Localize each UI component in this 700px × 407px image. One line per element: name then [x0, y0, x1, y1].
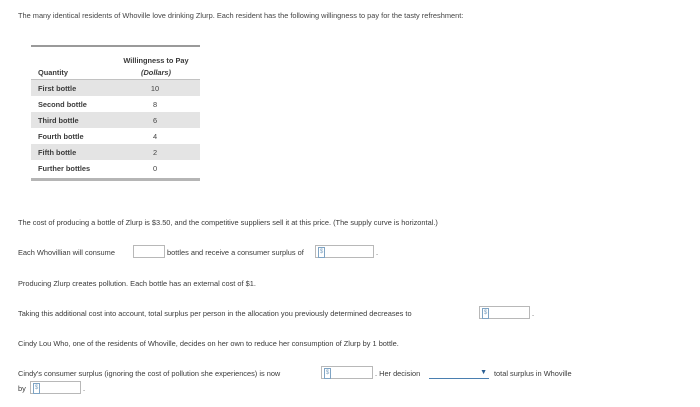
table-top-rule — [31, 45, 200, 47]
q2-suffix: . — [532, 309, 535, 318]
row-label: Further bottles — [38, 164, 91, 173]
row-value: 10 — [150, 84, 160, 93]
pollution-text: Producing Zlurp creates pollution. Each bottle has an external cost of $1. — [18, 279, 256, 288]
q2-prefix: Taking this additional cost into account, total surplus per person in the allocation you previously determined decreases to — [18, 309, 412, 318]
row-label: First bottle — [38, 84, 77, 93]
table-row — [31, 96, 200, 112]
dollar-sign: $ — [318, 247, 325, 258]
q3-line2-suffix: . — [83, 384, 86, 393]
q3-prefix: Cindy's consumer surplus (ignoring the cost of pollution she experiences) is now — [18, 369, 281, 378]
q3-suffix: total surplus in Whoville — [494, 369, 572, 378]
total-surplus-input[interactable] — [479, 306, 530, 319]
wtp-header-line2: (Dollars) — [141, 68, 171, 77]
cost-text: The cost of producing a bottle of Zlurp is $3.50, and the competitive suppliers sell it at this price. (The supply curve is horizontal.) — [18, 218, 438, 227]
row-value: 0 — [152, 164, 158, 173]
table-row — [31, 160, 200, 176]
cindy-surplus-input[interactable] — [321, 366, 373, 379]
table-bottom-rule — [31, 178, 200, 181]
table-row — [31, 112, 200, 128]
intro-text: The many identical residents of Whoville love drinking Zlurp. Each resident has the following willingness to pay for the tasty refreshment: — [18, 11, 464, 20]
cindy-text: Cindy Lou Who, one of the residents of Whoville, decides on her own to reduce her consumption of Zlurp by 1 bottle. — [18, 339, 399, 348]
table-row — [31, 80, 200, 96]
willingness-table — [31, 45, 200, 182]
row-label: Second bottle — [38, 100, 87, 109]
q3-line2-prefix: by — [18, 384, 26, 393]
dollar-sign: $ — [324, 368, 331, 379]
dollar-sign: $ — [33, 383, 40, 394]
bottles-input[interactable] — [133, 245, 165, 258]
q1-prefix: Each Whovillian will consume — [18, 248, 115, 257]
quantity-header: Quantity — [38, 68, 68, 77]
row-label: Fifth bottle — [38, 148, 77, 157]
decision-dropdown[interactable] — [429, 368, 489, 379]
q3-middle: . Her decision — [375, 369, 421, 378]
q1-middle: bottles and receive a consumer surplus of — [167, 248, 304, 257]
row-value: 8 — [152, 100, 158, 109]
row-label: Fourth bottle — [38, 132, 84, 141]
wtp-header-line1: Willingness to Pay — [123, 56, 189, 65]
consumer-surplus-input[interactable] — [315, 245, 374, 258]
table-row — [31, 128, 200, 144]
decision-amount-input[interactable] — [30, 381, 81, 394]
row-value: 6 — [152, 116, 158, 125]
row-value: 4 — [152, 132, 158, 141]
row-label: Third bottle — [38, 116, 79, 125]
q1-suffix: . — [376, 248, 379, 257]
dollar-sign: $ — [482, 308, 489, 319]
row-value: 2 — [152, 148, 158, 157]
wtp-header — [115, 55, 197, 79]
chevron-down-icon: ▼ — [480, 369, 487, 376]
table-row — [31, 144, 200, 160]
